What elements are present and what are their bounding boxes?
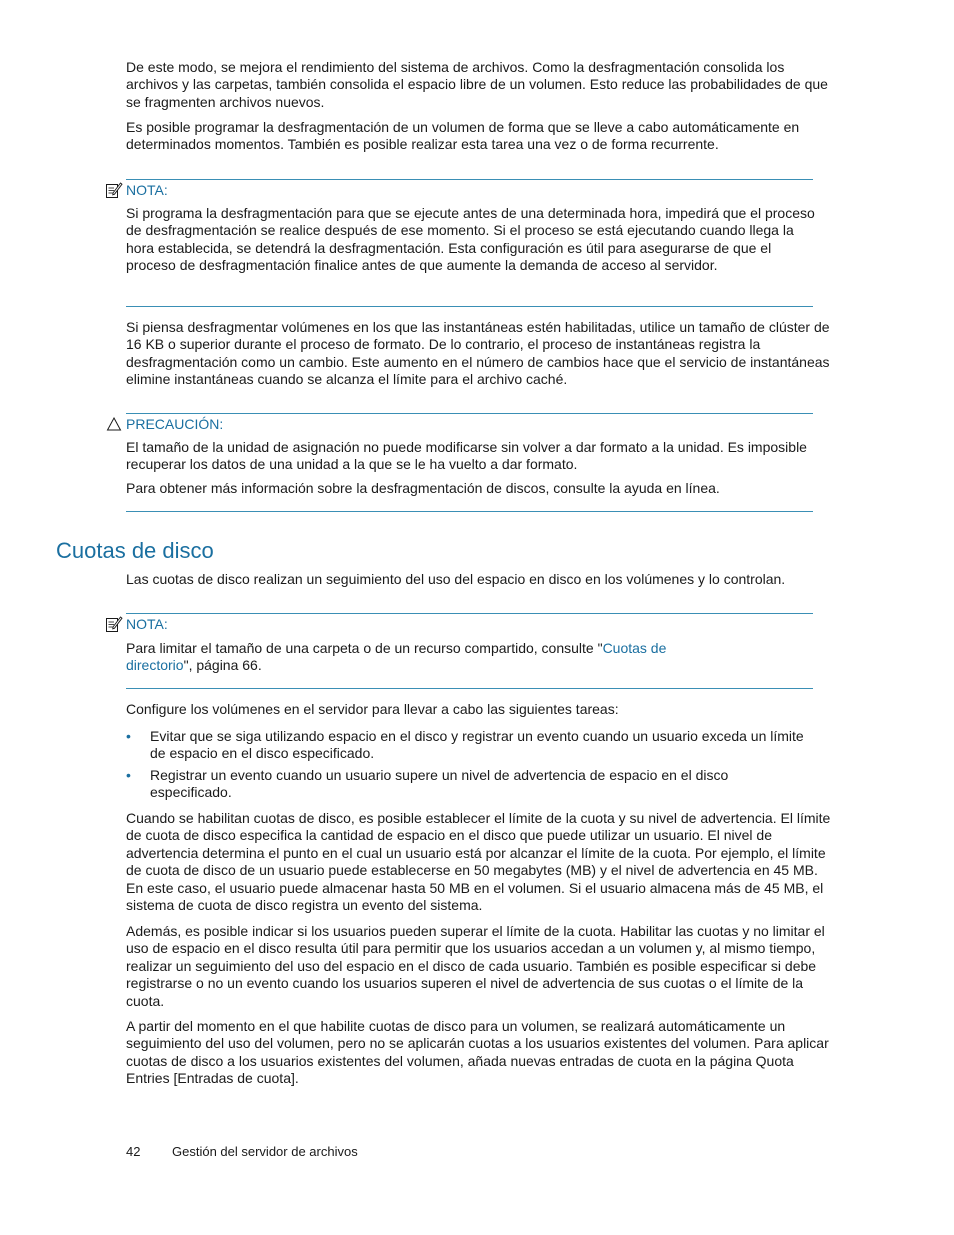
note2-top-rule: [126, 613, 813, 614]
note-top-rule: [126, 179, 813, 180]
list-item-text: Registrar un evento cuando un usuario supere un nivel de advertencia de espacio en el disco especificado.: [150, 767, 729, 801]
quota-limits-paragraph: Cuando se habilitan cuotas de disco, es posible establecer el límite de la cuota y su nivel de advertencia. El límite de cuota de disco especifica la cantidad de espacio en el disco que puede utilizar un usuario. El nivel de advertencia determina el punto en el cual un usuario está por alcanzar el límite de la cuota. Por ejemplo, el límite de cuota de disco de un usuario puede establecerse en 50 megabytes (MB) y el nivel de advertencia en 45 MB. En este caso, el usuario puede almacenar hasta 50 MB en el volumen. Si el usuario almacena más de 45 MB, el sistema de cuota de disco registra un evento del sistema.: [126, 810, 831, 914]
intro-paragraph-2: Es posible programar la desfragmentación de un volumen de forma que se lleve a cabo automáticamente en determinados momentos. También es posible realizar esta tarea una vez o de forma recurrente.: [126, 119, 800, 153]
shadow-copy-paragraph: Si piensa desfragmentar volúmenes en los que las instantáneas estén habilitadas, utilice un tamaño de clúster de 16 KB o superior durante el proceso de formato. De lo contrario, el proceso de instantáneas registra la desfragmentación como un cambio. Este aumento en el número de cambios hace que el servicio de instantáneas elimine instantáneas cuando se alcanza el límite para el archivo caché.: [126, 319, 830, 388]
bullet-icon: •: [126, 767, 131, 783]
note-label: NOTA:: [126, 182, 168, 198]
note-icon: [105, 615, 123, 633]
caution-text: El tamaño de la unidad de asignación no puede modificarse sin volver a dar formato a la unidad. Es imposible recuperar los datos de una unidad a la que se le ha vuelto a dar formato.: [126, 439, 807, 473]
caution-label: PRECAUCIÓN:: [126, 416, 224, 432]
list-item-text: Evitar que se siga utilizando espacio en el disco y registrar un evento cuando un usuario exceda un límite de espacio en el disco especificado.: [150, 728, 804, 762]
section-intro: Las cuotas de disco realizan un seguimiento del uso del espacio en disco en los volúmenes y lo controlan.: [126, 571, 786, 587]
note2-text-after: ", página 66.: [183, 657, 262, 674]
intro-paragraph-1: De este modo, se mejora el rendimiento del sistema de archivos. Como la desfragmentación consolida los archivos y las carpetas, también consolida el espacio libre de un volumen. Esto reduce las probabilidades de que se fragmenten archivos nuevos.: [126, 59, 828, 110]
quota-tracking-paragraph: A partir del momento en el que habilite cuotas de disco para un volumen, se realizará automáticamente un seguimiento del uso del volumen, pero no se aplicarán cuotas a los usuarios existentes del volumen. Para aplicar cuotas de disco a los usuarios existentes del volumen, añada nuevas entradas de cuota en la página Quota Entries [Entradas de cuota].: [126, 1018, 829, 1087]
note2-text: [126, 640, 726, 675]
note-icon: [105, 181, 123, 199]
caution-more-info: Para obtener más información sobre la desfragmentación de discos, consulte la ayuda en línea.: [126, 480, 720, 496]
caution-heading: [105, 415, 224, 433]
configure-paragraph: Configure los volúmenes en el servidor para llevar a cabo las siguientes tareas:: [126, 701, 619, 717]
directory-quotas-link[interactable]: Cuotas de directorio: [126, 640, 667, 674]
bullet-icon: •: [126, 728, 131, 744]
note2-text-before: Para limitar el tamaño de una carpeta o de un recurso compartido, consulte ": [126, 640, 603, 656]
section-title: Cuotas de disco: [56, 538, 214, 563]
note-heading: [105, 181, 168, 199]
note2-heading: [105, 615, 168, 633]
chapter-title: Gestión del servidor de archivos: [172, 1144, 358, 1159]
caution-triangle-icon: [105, 415, 123, 433]
quota-exceed-paragraph: Además, es posible indicar si los usuarios pueden superar el límite de la cuota. Habilitar las cuotas y no limitar el uso de espacio en el disco resulta útil para permitir que los usuarios accedan a un volumen y, al mismo tiempo, realizar un seguimiento del uso del espacio en el disco de cada usuario. También es posible especificar si debe registrarse o no un evento cuando los usuarios superen el nivel de advertencia de sus cuotas o el límite de la cuota.: [126, 923, 825, 1009]
note-bottom-rule: [126, 306, 813, 307]
note-text: Si programa la desfragmentación para que se ejecute antes de una determinada hora, impedirá que el proceso de desfragmentación se realice después de ese momento. Si el proceso se está ejecutando cuando llega la hora establecida, se detendrá la desfragmentación. Esta configuración es útil para asegurarse de que el proceso de desfragmentación finalice antes de que aumente la demanda de acceso al servidor.: [126, 205, 815, 274]
caution-top-rule: [126, 413, 813, 414]
caution-bottom-rule: [126, 511, 813, 512]
note2-bottom-rule: [126, 688, 813, 689]
page-number: 42: [126, 1144, 141, 1159]
note2-label: NOTA:: [126, 616, 168, 632]
